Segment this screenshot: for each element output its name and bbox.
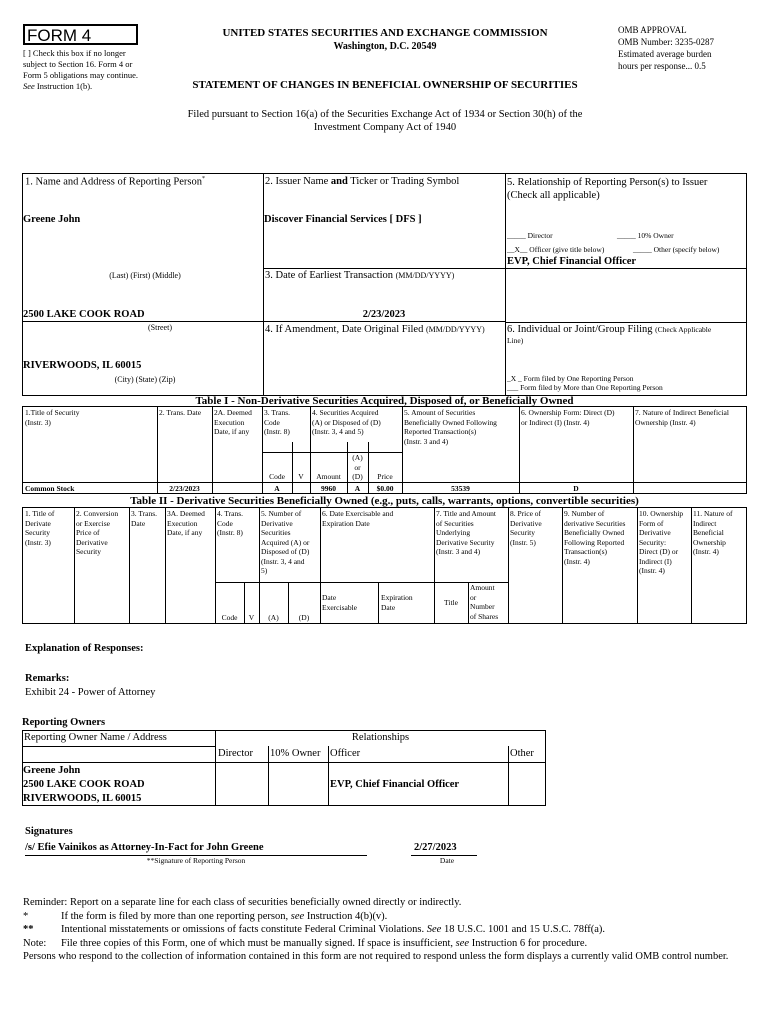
t2-col4: 4. Trans. Code (Instr. 8) xyxy=(217,509,244,537)
signer-caption: **Signature of Reporting Person xyxy=(146,856,246,865)
t2-col3a: 3A. Deemed Execution Date, if any xyxy=(167,509,205,537)
t2-col3: 3. Trans. Date xyxy=(131,509,158,528)
t2-col1: 1. Title of Derivate Security (Instr. 3) xyxy=(25,509,55,547)
t1-row-price: $0.00 xyxy=(376,484,394,493)
t2-sub-v: V xyxy=(248,613,255,622)
box6-label: 6. Individual or Joint/Group Filing (Check Applicable Line) xyxy=(507,324,712,345)
t1-col2a: 2A. Deemed Execution Date, if any xyxy=(214,408,252,436)
t1-sub-code: Code xyxy=(269,472,285,481)
signer-name: /s/ Efie Vainikos as Attorney-In-Fact for John Greene xyxy=(25,842,264,853)
owners-col-officer: Officer xyxy=(330,748,361,759)
t2-sub-a: (A) xyxy=(268,613,279,622)
t1-col4: 4. Securities Acquired (A) or Disposed of (D) (Instr. 3, 4 and 5) xyxy=(312,408,381,436)
t1-row-amount: 9960 xyxy=(321,484,336,493)
owner-name: Greene John xyxy=(23,765,81,776)
street-caption: (Street) xyxy=(148,323,172,332)
footnote-double-star: ** Intentional misstatements or omissions of facts constitute Federal Criminal Violations. See 18 U.S.C. 1001 and 15 U.S.C. 78ff(a). xyxy=(23,924,606,935)
owners-col-ten: 10% Owner xyxy=(270,748,321,759)
owner-street: 2500 LAKE COOK ROAD xyxy=(23,779,145,790)
t1-row-code: A xyxy=(274,484,280,493)
owners-col-relationships: Relationships xyxy=(351,732,410,743)
earliest-transaction-date: 2/23/2023 xyxy=(362,309,406,320)
box4-label: 4. If Amendment, Date Original Filed (MM/DD/YYYY) xyxy=(265,324,485,335)
issuer-name: Discover Financial Services [ DFS ] xyxy=(264,214,422,225)
remarks-text: Exhibit 24 - Power of Attorney xyxy=(25,687,156,698)
owners-heading: Reporting Owners xyxy=(22,717,106,728)
t1-row-aord: A xyxy=(354,484,361,493)
t2-col5: 5. Number of Derivative Securities Acquired (A) or Disposed of (D) (Instr. 3, 4 and 5) xyxy=(261,509,310,575)
footer xyxy=(23,896,753,964)
box1-label: 1. Name and Address of Reporting Person* xyxy=(25,176,206,188)
owners-col-other: Other xyxy=(510,748,534,759)
t1-col2: 2. Trans. Date xyxy=(159,408,202,417)
t2-col2: 2. Conversion or Exercise Price of Derivative Security xyxy=(76,509,119,556)
owner-officer-title: EVP, Chief Financial Officer xyxy=(330,779,460,790)
reporting-person-city: RIVERWOODS, IL 60015 xyxy=(23,360,142,371)
more-persons-checkbox[interactable]: ___ Form filed by More than One Reporting Person xyxy=(507,383,663,392)
t2-sub-d: (D) xyxy=(298,613,310,622)
t2-sub-title: Title xyxy=(444,598,458,607)
other-checkbox[interactable]: _____ Other (specify below) xyxy=(633,245,720,254)
omb-box xyxy=(618,24,758,72)
t2-sub-amount: Amount or Number of Shares xyxy=(470,583,499,621)
omb-number: OMB Number: 3235-0287 xyxy=(618,37,714,47)
t1-row-date: 2/23/2023 xyxy=(169,484,200,493)
officer-title: EVP, Chief Financial Officer xyxy=(507,256,637,267)
agency-city: Washington, D.C. 20549 xyxy=(333,41,437,52)
omb-approval: OMB APPROVAL xyxy=(618,25,687,35)
signatures-heading: Signatures xyxy=(25,826,73,837)
owners-col-name: Reporting Owner Name / Address xyxy=(24,732,167,743)
footnote-note: Note: File three copies of this Form, one of which must be manually signed. If space is insufficient, see Instruction 6 for procedure. xyxy=(23,937,588,949)
box2-label: 2. Issuer Name and Ticker or Trading Symbol xyxy=(265,176,460,187)
t2-col8: 8. Price of Derivative Security (Instr. 5) xyxy=(510,509,542,547)
reminder: Reminder: Report on a separate line for each class of securities beneficially owned directly or indirectly. xyxy=(23,897,462,908)
table2-title: Table II - Derivative Securities Beneficially Owned (e.g., puts, calls, warrants, options, convertible securities) xyxy=(130,495,639,507)
form-title: FORM 4 xyxy=(27,26,92,45)
t2-col10: 10. Ownership Form of Derivative Security: Direct (D) or Indirect (I) (Instr. 4) xyxy=(639,509,684,575)
ten-percent-owner-checkbox[interactable]: _____ 10% Owner xyxy=(617,231,674,240)
reporting-person-name: Greene John xyxy=(23,214,81,225)
city-caption: (City) (State) (Zip) xyxy=(114,375,176,384)
owners-col-director: Director xyxy=(218,748,253,759)
t1-col6: 6. Ownership Form: Direct (D) or Indirect (I) (Instr. 4) xyxy=(521,408,615,427)
director-checkbox[interactable]: _____ Director xyxy=(507,231,553,240)
owner-city: RIVERWOODS, IL 60015 xyxy=(23,793,142,804)
t1-row-form: D xyxy=(573,484,579,493)
t2-col11: 11. Nature of Indirect Beneficial Ownership (Instr. 4) xyxy=(693,509,733,556)
t1-row-owned: 53539 xyxy=(451,484,470,493)
reporting-person-street: 2500 LAKE COOK ROAD xyxy=(23,309,145,320)
t2-sub-exp: Expiration Date xyxy=(381,593,413,612)
officer-checkbox[interactable]: __X__ Officer (give title below) xyxy=(507,245,605,254)
t2-col9: 9. Number of derivative Securities Beneficially Owned Following Reported Transaction(s) (Instr. 4) xyxy=(564,509,626,566)
checkbox-note: [ ] Check this box if no longer subject to Section 16. Form 4 or Form 5 obligations may continue. See Instruction 1(b). xyxy=(23,48,138,91)
t1-sub-amount: Amount xyxy=(316,472,341,481)
footnote-star: * If the form is filed by more than one reporting person, see Instruction 4(b)(v). xyxy=(23,910,388,922)
t1-col1: 1.Title of Security (Instr. 3) xyxy=(25,408,80,427)
filed-pursuant: Filed pursuant to Section 16(a) of the Securities Exchange Act of 1934 or Section 30(h) of the Investment Company Act of 1940 xyxy=(187,109,583,133)
omb-burden: Estimated average burden xyxy=(618,49,712,59)
t1-col7: 7. Nature of Indirect Beneficial Ownership (Instr. 4) xyxy=(635,408,729,427)
t1-col5: 5. Amount of Securities Beneficially Owned Following Reported Transaction(s) (Instr. 3 and 4) xyxy=(404,408,497,446)
name-caption: (Last) (First) (Middle) xyxy=(109,271,181,280)
statement-title: STATEMENT OF CHANGES IN BENEFICIAL OWNERSHIP OF SECURITIES xyxy=(192,79,578,91)
t1-col3: 3. Trans. Code (Instr. 8) xyxy=(264,408,291,436)
t1-sub-aord: (A) or (D) xyxy=(352,453,363,481)
explanation-heading: Explanation of Responses: xyxy=(25,643,144,654)
t2-col6: 6. Date Exercisable and Expiration Date xyxy=(322,509,394,528)
signature-date: 2/27/2023 xyxy=(414,842,457,853)
persons-notice: Persons who respond to the collection of information contained in this form are not required to respond unless the form displays a currently valid OMB control number. xyxy=(23,951,729,962)
t1-sub-v: V xyxy=(298,472,304,481)
remarks-heading: Remarks: xyxy=(25,673,70,684)
one-person-checkbox[interactable]: _X _ Form filed by One Reporting Person xyxy=(507,374,634,383)
omb-hours: hours per response... 0.5 xyxy=(618,61,706,71)
t2-sub-code: Code xyxy=(221,613,238,622)
table1-title: Table I - Non-Derivative Securities Acquired, Disposed of, or Beneficially Owned xyxy=(195,395,574,407)
t1-row-title: Common Stock xyxy=(25,484,75,493)
t2-sub-date-ex: Date Exercisable xyxy=(322,593,357,612)
t2-col7: 7. Title and Amount of Securities Underlying Derivative Security (Instr. 3 and 4) xyxy=(436,509,497,556)
agency-name: UNITED STATES SECURITIES AND EXCHANGE COMMISSION xyxy=(222,27,548,39)
date-caption: Date xyxy=(439,856,455,865)
t1-sub-price: Price xyxy=(377,472,393,481)
box5-label: 5. Relationship of Reporting Person(s) to Issuer (Check all applicable) xyxy=(507,177,708,201)
box3-label: 3. Date of Earliest Transaction (MM/DD/YYYY) xyxy=(265,270,455,281)
form-title-box xyxy=(23,24,138,45)
